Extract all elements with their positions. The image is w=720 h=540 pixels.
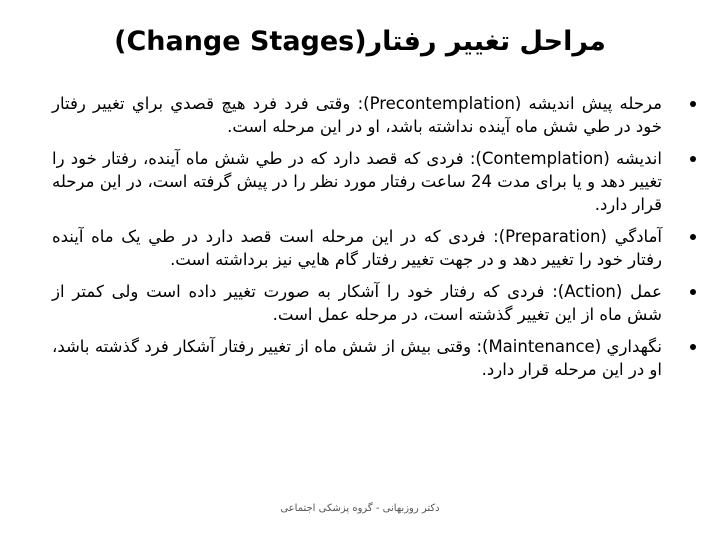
bullet-list [52, 92, 662, 390]
slide-footer: دکتر روزبهانی - گروه پزشکی اجتماعی [280, 503, 440, 514]
bullet-dot-icon [690, 289, 696, 295]
bullet-item-contemplation [52, 147, 662, 216]
bullet-text: نگهداري (Maintenance): وقتی بيش از شش ماه از تغيير رفتار آشكار فرد گذشته باشد، او در اين مرحله قرار دارد. [52, 337, 662, 379]
bullet-text: مرحله پيش انديشه (Precontemplation): وقتی فرد فرد هيچ قصدي براي تغيير رفتار خود در طي شش ماه آينده نداشته باشد، او در اين مرحله است. [52, 94, 662, 136]
bullet-item-action [52, 280, 662, 326]
bullet-item-precontemplation [52, 92, 662, 138]
bullet-text: انديشه (Contemplation): فردی كه قصد دارد كه در طي شش ماه آينده، رفتار خود را تغيير دهد و يا برای مدت 24 ساعت رفتار مورد نظر را در پيش گرفته است، در اين مرحله قرار دارد. [52, 149, 662, 214]
bullet-item-preparation [52, 225, 662, 271]
bullet-dot-icon [690, 344, 696, 350]
bullet-dot-icon [690, 101, 696, 107]
slide-title: مراحل تغيير رفتار(Change Stages) [114, 26, 606, 57]
bullet-text: عمل (Action): فردی كه رفتار خود را آشكار به صورت تغيير داده است ولی كمتر از شش ماه از اين تغيير گذشته است، در مرحله عمل است. [52, 282, 663, 324]
bullet-text: آمادگي (Preparation): فردی كه در اين مرحله است قصد دارد در طي يک ماه آينده رفتار خود را تغيير دهد و در جهت تغيير رفتار گام هايي نيز برداشته است. [52, 227, 662, 269]
bullet-dot-icon [690, 156, 696, 162]
bullet-item-maintenance [52, 335, 662, 381]
bullet-dot-icon [690, 234, 696, 240]
